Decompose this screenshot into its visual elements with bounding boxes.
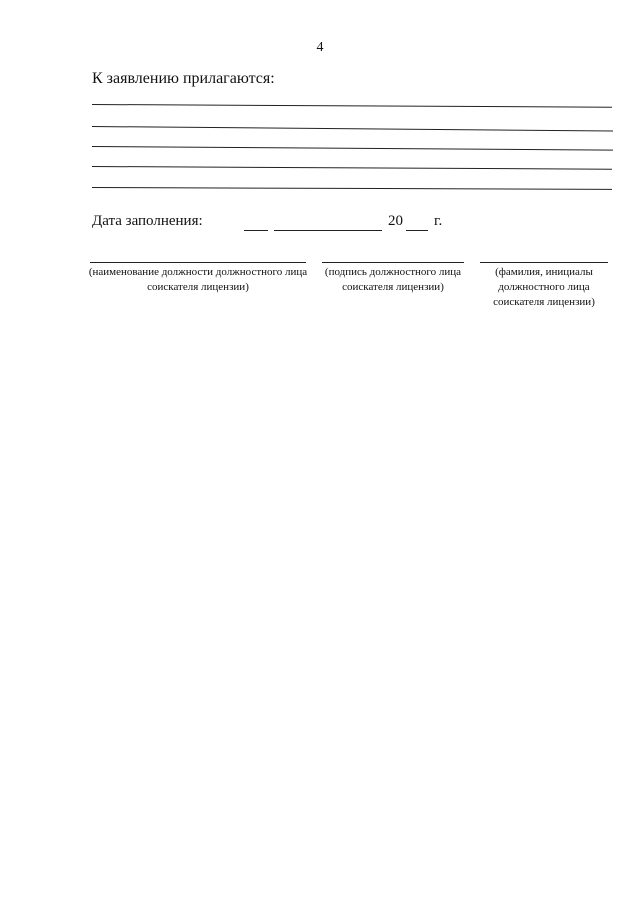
- signature-line: [322, 262, 464, 263]
- name-caption: (фамилия, инициалы должностного лица соискателя лицензии): [493, 266, 595, 308]
- position-line: [90, 262, 306, 263]
- attachments-heading: К заявлению прилагаются:: [92, 70, 275, 87]
- date-day-blank: [244, 230, 268, 231]
- attachment-line-5: [92, 187, 612, 190]
- position-caption: (наименование должности должностного лица соискателя лицензии): [88, 266, 308, 293]
- attachment-line-1: [92, 104, 612, 108]
- attachment-line-3: [92, 146, 613, 151]
- date-year-suffix: г.: [434, 213, 443, 229]
- date-label: Дата заполнения:: [92, 213, 203, 229]
- signature-caption: (подпись должностного лица соискателя лицензии): [324, 266, 462, 293]
- attachment-line-4: [92, 166, 612, 170]
- page-number: 4: [316, 40, 324, 55]
- attachment-line-2: [92, 126, 613, 132]
- name-line: [480, 262, 608, 263]
- date-year-blank: [406, 230, 428, 231]
- date-month-blank: [274, 230, 382, 231]
- date-century: 20: [388, 213, 403, 229]
